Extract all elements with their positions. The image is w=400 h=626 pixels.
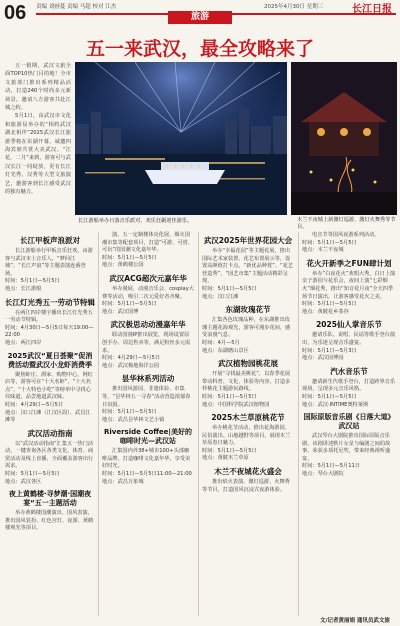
event-time: 时间：5月1日—5月5日 xyxy=(102,409,157,416)
event-time: 时间：4月—5月 xyxy=(202,339,240,346)
event-body: 以“武汉活动指南”汇集五一热门活动，一键查询各区各类文化、体育、商贸活动及线上直播，全面覆盖游客出行需求。 xyxy=(5,440,94,470)
event-body: 联动国漫IP推出展览，现场设置原创手办、周边售卖等，满足粉丝多元需求。 xyxy=(102,332,191,354)
event-place: 地点：汉口江滩 xyxy=(202,293,239,300)
event-place: 地点：中国科学院武汉植物园 xyxy=(202,401,270,408)
event-place: 地点：琴台大剧院 xyxy=(302,471,344,478)
event-title: 国际原版音乐剧《日落大道》武汉站 xyxy=(303,413,395,431)
event-title: 武汉2025年世界花园大会 xyxy=(203,236,293,245)
event-title: 汽水音乐节 xyxy=(330,366,368,376)
event-body: 举办“白夜花火”欢唱大秀，白日上演亲子游园与花乐会，夜间上演“七彩烟火”烟花秀，推出“知音花月夜”全天四季场节日演出，让游客感受花火之美。 xyxy=(302,270,396,300)
event-place: 地点：武汉各区 xyxy=(5,478,42,485)
event-time: 时间：5月1日—5月5日 xyxy=(102,254,157,261)
section-tab: 旅游 xyxy=(168,11,232,24)
event-title: 2025仙人掌音乐节 xyxy=(316,320,382,330)
event-place: 地点：武昌万象城 xyxy=(102,478,144,485)
event-time: 时间：5月1日—5月5日11:00—21:00 xyxy=(102,471,192,478)
intro-text xyxy=(5,62,71,197)
photo-river-cruise-night xyxy=(75,62,287,215)
event-body: 武汉琴台大剧院推出国际原版音乐剧，该剧讲述默片女星与编剧之间的故事，荣获多项托尼奖，带来经典视听盛宴。 xyxy=(302,433,391,462)
intro-paragraph: 五一假期，武汉文旅全面TOP10热门目的地！全市文旅部门推出系列精品活动，打造240个时尚多元新场景，邀请八方游客共赴江城之约。 xyxy=(5,63,71,112)
event-time: 时间：5月1日—5月5日 xyxy=(5,278,60,285)
byline: 文/记者黄丽娟 通讯员武文旅 xyxy=(320,618,390,624)
event-title: 花火开新季之FUN肆计划 xyxy=(306,258,392,268)
event-body: 推出焰火表演、激灯巡游、火舞秀等节目，打造国风沉浸式夜游体验。 xyxy=(202,479,290,493)
event-place: 地点：武汉国博 xyxy=(102,308,139,315)
event-title: 木兰不夜城花火盛会 xyxy=(214,467,282,477)
event-place: 地点：两江四岸 xyxy=(5,339,42,346)
event-time: 时间：5月1日—5月5日 xyxy=(5,471,60,478)
event-time: 时间：5月1日—5月3日 xyxy=(302,347,357,354)
event-place: 地点：武昌昙华林文艺小镇 xyxy=(102,416,165,423)
event-body: 演，五一定制楼体亮化展、烟火国潮市集等配套项目，打造“可游、可赏、可玩”的国潮文化嘉年华。 xyxy=(102,232,193,254)
event-place: 地点：汉口江滩（江汉区段）、武昌江滩等 xyxy=(5,409,91,424)
event-body: 汇集各色玫瑰品种，在东湖推出玫瑰主题花海观光，游客可漫步花间，感受浪漫气息。 xyxy=(202,317,291,339)
event-time: 时间：5月1日—5月5日 xyxy=(202,393,257,400)
event-time: 时间：5月1日—5月5日 xyxy=(302,301,357,308)
event-time: 时间：4月29日—5月5日 xyxy=(5,401,64,408)
events-column-1 xyxy=(5,232,95,533)
event-time: 时间：4月30日—5月5日每天19:00—22:00 xyxy=(5,324,94,339)
event-title: 武汉植物园桃花展 xyxy=(218,359,278,369)
intro-paragraph: 5月1日，由武汉市文化和旅游局举办的“相约武汉 湖北相伴”2025武汉长江旅游季将在东湖开幕，诚邀四海宾朋共赏大美武汉。“江花、二月”来到，游客可与武汉长江一同绽放，更有长江灯光秀、汉秀等大型文旅演艺，邀游客到长江感受武汉的独有魅力。 xyxy=(5,113,71,196)
event-time: 时间：5月1日—5月11日 xyxy=(302,463,361,470)
page-header xyxy=(0,0,400,30)
event-place: 地点：武汉·INTIME奥特莱斯 xyxy=(302,401,369,408)
photo-mulan-night-show xyxy=(291,62,397,215)
event-body: 开展“寻找最美桃花”，以春季花展带动科普、文化、体验等内容，打造多样桃花主题游玩路线。 xyxy=(202,371,291,393)
event-title: 武汉活动指南 xyxy=(27,428,73,438)
page-headline: 五一来武汉，最全攻略来了 xyxy=(85,38,314,60)
event-title: 夜上黄鹤楼·寻梦潮·国潮夜宴“五一主题活动 xyxy=(8,490,92,508)
event-place: 地点：东湖磨山景区 xyxy=(202,347,249,354)
editor-credits: 责编 刘画蔓 责编 马超 校对 江杰 xyxy=(36,4,117,10)
event-title: 武汉ACG超次元嘉年华 xyxy=(109,273,187,283)
event-title: 2025武汉“夏日荟聚”促消费活动暨武汉小龙虾消费季 xyxy=(7,351,93,369)
event-place: 地点：武汉极地海洋公园 xyxy=(102,362,160,369)
event-body: 长江游船举行甲板音乐狂欢，由游客与武汉本土音乐人，“梦回江城”、“长江声浪”等主题表演连番登场。 xyxy=(5,248,93,277)
event-body: 邀请乐队、说唱、民谣等歌手登台演出，为乐迷呈现音乐盛宴。 xyxy=(302,332,396,346)
column-divider xyxy=(198,232,199,616)
column-divider xyxy=(98,232,99,616)
events-column-4 xyxy=(302,232,396,479)
event-body: 举办“幸福花园”等主题花展，推出国际艺术家装置、花艺布置展示等，设置高颜值打卡点。“新优品种赏”、“花艺营造秀”、“园艺市集”主题活动精彩呈现。 xyxy=(202,248,294,285)
event-title: 长江灯光秀五一劳动节特辑 xyxy=(5,297,95,307)
event-place: 地点：木兰不夜城 xyxy=(302,247,344,254)
river-night-scene xyxy=(75,62,287,215)
photo-caption-main: 长江游船举办日落音乐派对，欢乐狂飙迎佳游乐。 xyxy=(78,218,193,224)
column-divider xyxy=(298,232,299,616)
newspaper-logo: 长江日报 xyxy=(352,4,392,15)
event-title: 武汉极思动动漫嘉年华 xyxy=(110,320,186,330)
event-place: 地点：长江游船 xyxy=(5,285,42,292)
event-body: 在两江四岸楼宇播出长江灯光秀五一劳动节特辑。 xyxy=(5,309,93,324)
event-place: 地点：黄陂花乡茶谷 xyxy=(302,308,349,315)
event-time: 时间：5月1日—5月5日 xyxy=(302,393,357,400)
event-place: 地点：武汉园博园 xyxy=(302,355,344,362)
event-place: 地点：黄鹤楼公园 xyxy=(102,262,144,269)
page-number: 06 xyxy=(4,2,27,24)
event-time: 时间：5月1日—5月5日 xyxy=(202,447,257,454)
event-title: 昙华林系列活动 xyxy=(121,374,175,384)
event-time: 时间：5月1日—5月5日 xyxy=(102,301,157,308)
event-body: 电音节等国风夜游系列活动。 xyxy=(312,232,380,238)
night-show-scene xyxy=(291,62,397,215)
event-body: 邀请新生代歌手登台，打造跨界音乐现场，呈现多元音乐风格。 xyxy=(302,378,396,393)
event-place: 地点：黄陂木兰草原 xyxy=(202,455,249,462)
event-body: 汇集国内外38+城市100+头部咖啡品牌，打造咖啡文化嘉年华，享受美好时光。 xyxy=(102,448,191,470)
event-title: 东湖玫瑰花节 xyxy=(225,305,271,315)
photo-caption-right: 木兰不夜城上新激灯巡游，激灯火舞秀等节目。 xyxy=(297,217,396,230)
event-time: 时间：5月1日—5月5日 xyxy=(202,285,257,292)
event-title: Riverside Coffee|美好的咖啡时光—武汉站 xyxy=(104,428,192,446)
event-time: 时间：4月29日—5月5日 xyxy=(102,355,161,362)
event-title: 2025木兰草原桃花节 xyxy=(211,413,285,423)
event-body: 推出国风游园、非遗体验、市集等，“昙华林五一寻春”活动营造浓郁春日氛围。 xyxy=(102,386,191,408)
events-column-3 xyxy=(202,232,294,494)
event-time: 时间：5月1日—5月5日 xyxy=(302,239,357,246)
event-body: 举办漫展、动漫音乐会、cosplay大赛等活动，吸引二次元爱好者齐聚。 xyxy=(102,285,194,300)
event-body: 举办桃花节活动，推出花海游园、民俗演出、山地越野等项目，展现木兰草原春日魅力。 xyxy=(202,425,291,447)
events-column-2 xyxy=(102,232,194,486)
event-body: 举办黄鹤楼国潮演出、国风表演，推出国风装扮、红色宫灯、夜游、黄鹤楼观光等项目。 xyxy=(5,510,94,532)
event-title: 长江甲板声浪派对 xyxy=(20,236,80,245)
issue-date: 2025年4月30日 星期三 xyxy=(264,4,324,10)
event-body: 聚焦虾庄、酒家、购物中心、网红店等，游客可在“十大名虾”、“十大名点”、“十大特色小吃”等榜单中寻找心仪味道，品尝地道武汉味。 xyxy=(5,371,93,401)
